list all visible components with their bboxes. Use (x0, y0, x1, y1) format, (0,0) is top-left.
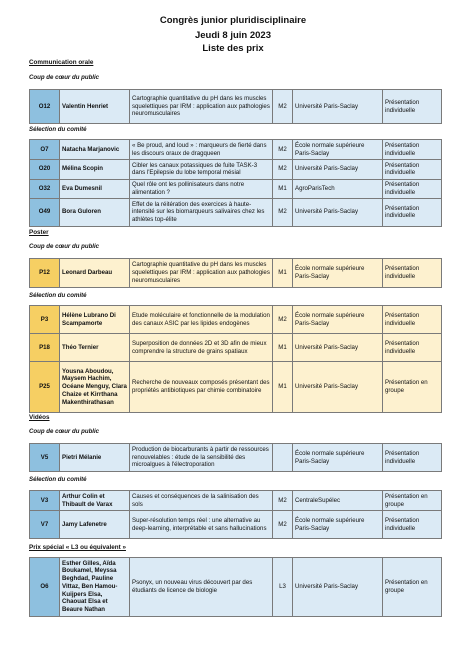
presentation-type: Présentation individuelle (383, 179, 442, 199)
prize-id: O7 (30, 140, 60, 160)
presentation-type: Présentation individuelle (383, 259, 442, 288)
work-title: Effet de la réitération des exercices à haute-intensité sur les biomarqueurs salivaires chez les athlètes top-élite (130, 199, 273, 226)
table-videos-public (29, 443, 442, 472)
institution: AgroParisTech (293, 179, 383, 199)
institution: École normale supérieure Paris-Saclay (293, 140, 383, 160)
level: M1 (273, 362, 293, 413)
work-title: Cartographie quantitative du pH dans les muscles squelettiques par IRM : application aux pathologies neuromusculaires (130, 90, 273, 124)
institution: École normale supérieure Paris-Saclay (293, 511, 383, 539)
group-title-videos-public: Coup de cœur du public (29, 428, 100, 435)
level: M2 (273, 140, 293, 160)
prize-id: P12 (30, 259, 60, 288)
group-title-poster-public: Coup de cœur du public (29, 243, 100, 250)
winner-name: Esther Gilles, Aïda Boukamel, Meyssa Beghdad, Pauline Vittaz, Ben Hamou-Kuijpers Elsa, Chaouat Elsa et Beaure Nathan (60, 558, 130, 617)
presentation-type: Présentation individuelle (383, 199, 442, 226)
table-row (30, 179, 442, 199)
table-special-prize (29, 557, 442, 617)
institution: Université Paris-Saclay (293, 334, 383, 362)
presentation-type: Présentation individuelle (383, 140, 442, 160)
work-title: Cartographie quantitative du pH dans les muscles squelettiques par IRM : application aux pathologies neuromusculaires (130, 259, 273, 288)
presentation-type: Présentation en groupe (383, 362, 442, 413)
winner-name: Bora Guloren (60, 199, 130, 226)
institution: École normale supérieure Paris-Saclay (293, 444, 383, 472)
presentation-type: Présentation individuelle (383, 511, 442, 539)
prize-id: O20 (30, 160, 60, 180)
table-row (30, 199, 442, 226)
prize-id: V5 (30, 444, 60, 472)
table-videos-committee (29, 490, 442, 539)
institution: Université Paris-Saclay (293, 362, 383, 413)
prize-id: O32 (30, 179, 60, 199)
table-row (30, 558, 442, 617)
winner-name: Valentin Henriet (60, 90, 130, 124)
presentation-type: Présentation individuelle (383, 444, 442, 472)
table-row (30, 140, 442, 160)
presentation-type: Présentation individuelle (383, 160, 442, 180)
winner-name: Mélina Scopin (60, 160, 130, 180)
prize-id: P18 (30, 334, 60, 362)
institution: Université Paris-Saclay (293, 558, 383, 617)
institution: CentraleSupélec (293, 491, 383, 511)
section-title-oral: Communication orale (29, 59, 94, 66)
level: M1 (273, 179, 293, 199)
level: M2 (273, 306, 293, 334)
winner-name: Hélène Lubrano Di Scampamorte (60, 306, 130, 334)
table-row (30, 259, 442, 288)
table-row (30, 511, 442, 539)
work-title: Causes et conséquences de la salinisation des sols (130, 491, 273, 511)
winner-name: Arthur Colin et Thibault de Varax (60, 491, 130, 511)
prize-id: O49 (30, 199, 60, 226)
winner-name: Eva Dumesnil (60, 179, 130, 199)
section-title-special-prize: Prix spécial « L3 ou équivalent » (29, 544, 126, 551)
winner-name: Yousna Aboudou, Maysem Hachim, Océane Menguy, Clara Chaize et Kirrthana Makenthirathasan (60, 362, 130, 413)
work-title: Superposition de données 2D et 3D afin de mieux comprendre la structure de grains spatiaux (130, 334, 273, 362)
presentation-type: Présentation individuelle (383, 334, 442, 362)
winner-name: Leonard Darbeau (60, 259, 130, 288)
group-title-videos-committee: Sélection du comité (29, 476, 87, 483)
page-title: Congrès junior pluridisciplinaire (159, 15, 307, 26)
work-title: Etude moléculaire et fonctionnelle de la modulation des canaux ASIC par les lipides endogènes (130, 306, 273, 334)
presentation-type: Présentation en groupe (383, 491, 442, 511)
presentation-type: Présentation en groupe (383, 558, 442, 617)
winner-name: Pietri Mélanie (60, 444, 130, 472)
section-title-videos: Vidéos (29, 414, 50, 421)
prize-id: V7 (30, 511, 60, 539)
section-title-poster: Poster (29, 229, 49, 236)
prize-id: V3 (30, 491, 60, 511)
institution: École normale supérieure Paris-Saclay (293, 306, 383, 334)
table-row (30, 306, 442, 334)
level (273, 444, 293, 472)
winner-name: Natacha Marjanovic (60, 140, 130, 160)
institution: Université Paris-Saclay (293, 90, 383, 124)
table-row (30, 160, 442, 180)
prize-id: O6 (30, 558, 60, 617)
level: M2 (273, 90, 293, 124)
group-title-oral-committee: Sélection du comité (29, 126, 87, 133)
level: M2 (273, 511, 293, 539)
institution: Université Paris-Saclay (293, 199, 383, 226)
prize-id: O12 (30, 90, 60, 124)
level: M2 (273, 160, 293, 180)
presentation-type: Présentation individuelle (383, 90, 442, 124)
table-poster-committee (29, 305, 442, 413)
group-title-oral-public: Coup de cœur du public (29, 74, 100, 81)
work-title: Super-résolution temps réel : une alternative au deep-learning, interprétable et sans hallucinations (130, 511, 273, 539)
presentation-type: Présentation individuelle (383, 306, 442, 334)
level: M2 (273, 199, 293, 226)
group-title-poster-committee: Sélection du comité (29, 292, 87, 299)
level: L3 (273, 558, 293, 617)
table-row (30, 491, 442, 511)
work-title: Production de biocarburants à partir de ressources renouvelables : étude de la sensibilité des microalgues à l'électroporation (130, 444, 273, 472)
winner-name: Théo Ternier (60, 334, 130, 362)
table-row (30, 90, 442, 124)
work-title: Psonyx, un nouveau virus découvert par des étudiants de licence de biologie (130, 558, 273, 617)
level: M1 (273, 334, 293, 362)
table-row (30, 444, 442, 472)
prize-id: P3 (30, 306, 60, 334)
work-title: Quel rôle ont les pollinisateurs dans notre alimentation ? (130, 179, 273, 199)
level: M2 (273, 491, 293, 511)
work-title: Recherche de nouveaux composés présentant des propriétés antibiotiques par chimie combinatoire (130, 362, 273, 413)
table-oral-committee (29, 139, 442, 227)
page-subtitle: Liste des prix (202, 43, 264, 54)
work-title: « Be proud, and loud » : marqueurs de fierté dans les discours oraux de dragqueen (130, 140, 273, 160)
institution: Université Paris-Saclay (293, 160, 383, 180)
work-title: Cibler les canaux potassiques de fuite TASK-3 dans l'Epilepsie du lobe temporal mésial (130, 160, 273, 180)
institution: École normale supérieure Paris-Saclay (293, 259, 383, 288)
table-poster-public (29, 258, 442, 288)
table-oral-public (29, 89, 442, 124)
level: M1 (273, 259, 293, 288)
table-row (30, 334, 442, 362)
event-date: Jeudi 8 juin 2023 (194, 30, 272, 41)
prize-id: P25 (30, 362, 60, 413)
winner-name: Jamy Lafenetre (60, 511, 130, 539)
table-row (30, 362, 442, 413)
